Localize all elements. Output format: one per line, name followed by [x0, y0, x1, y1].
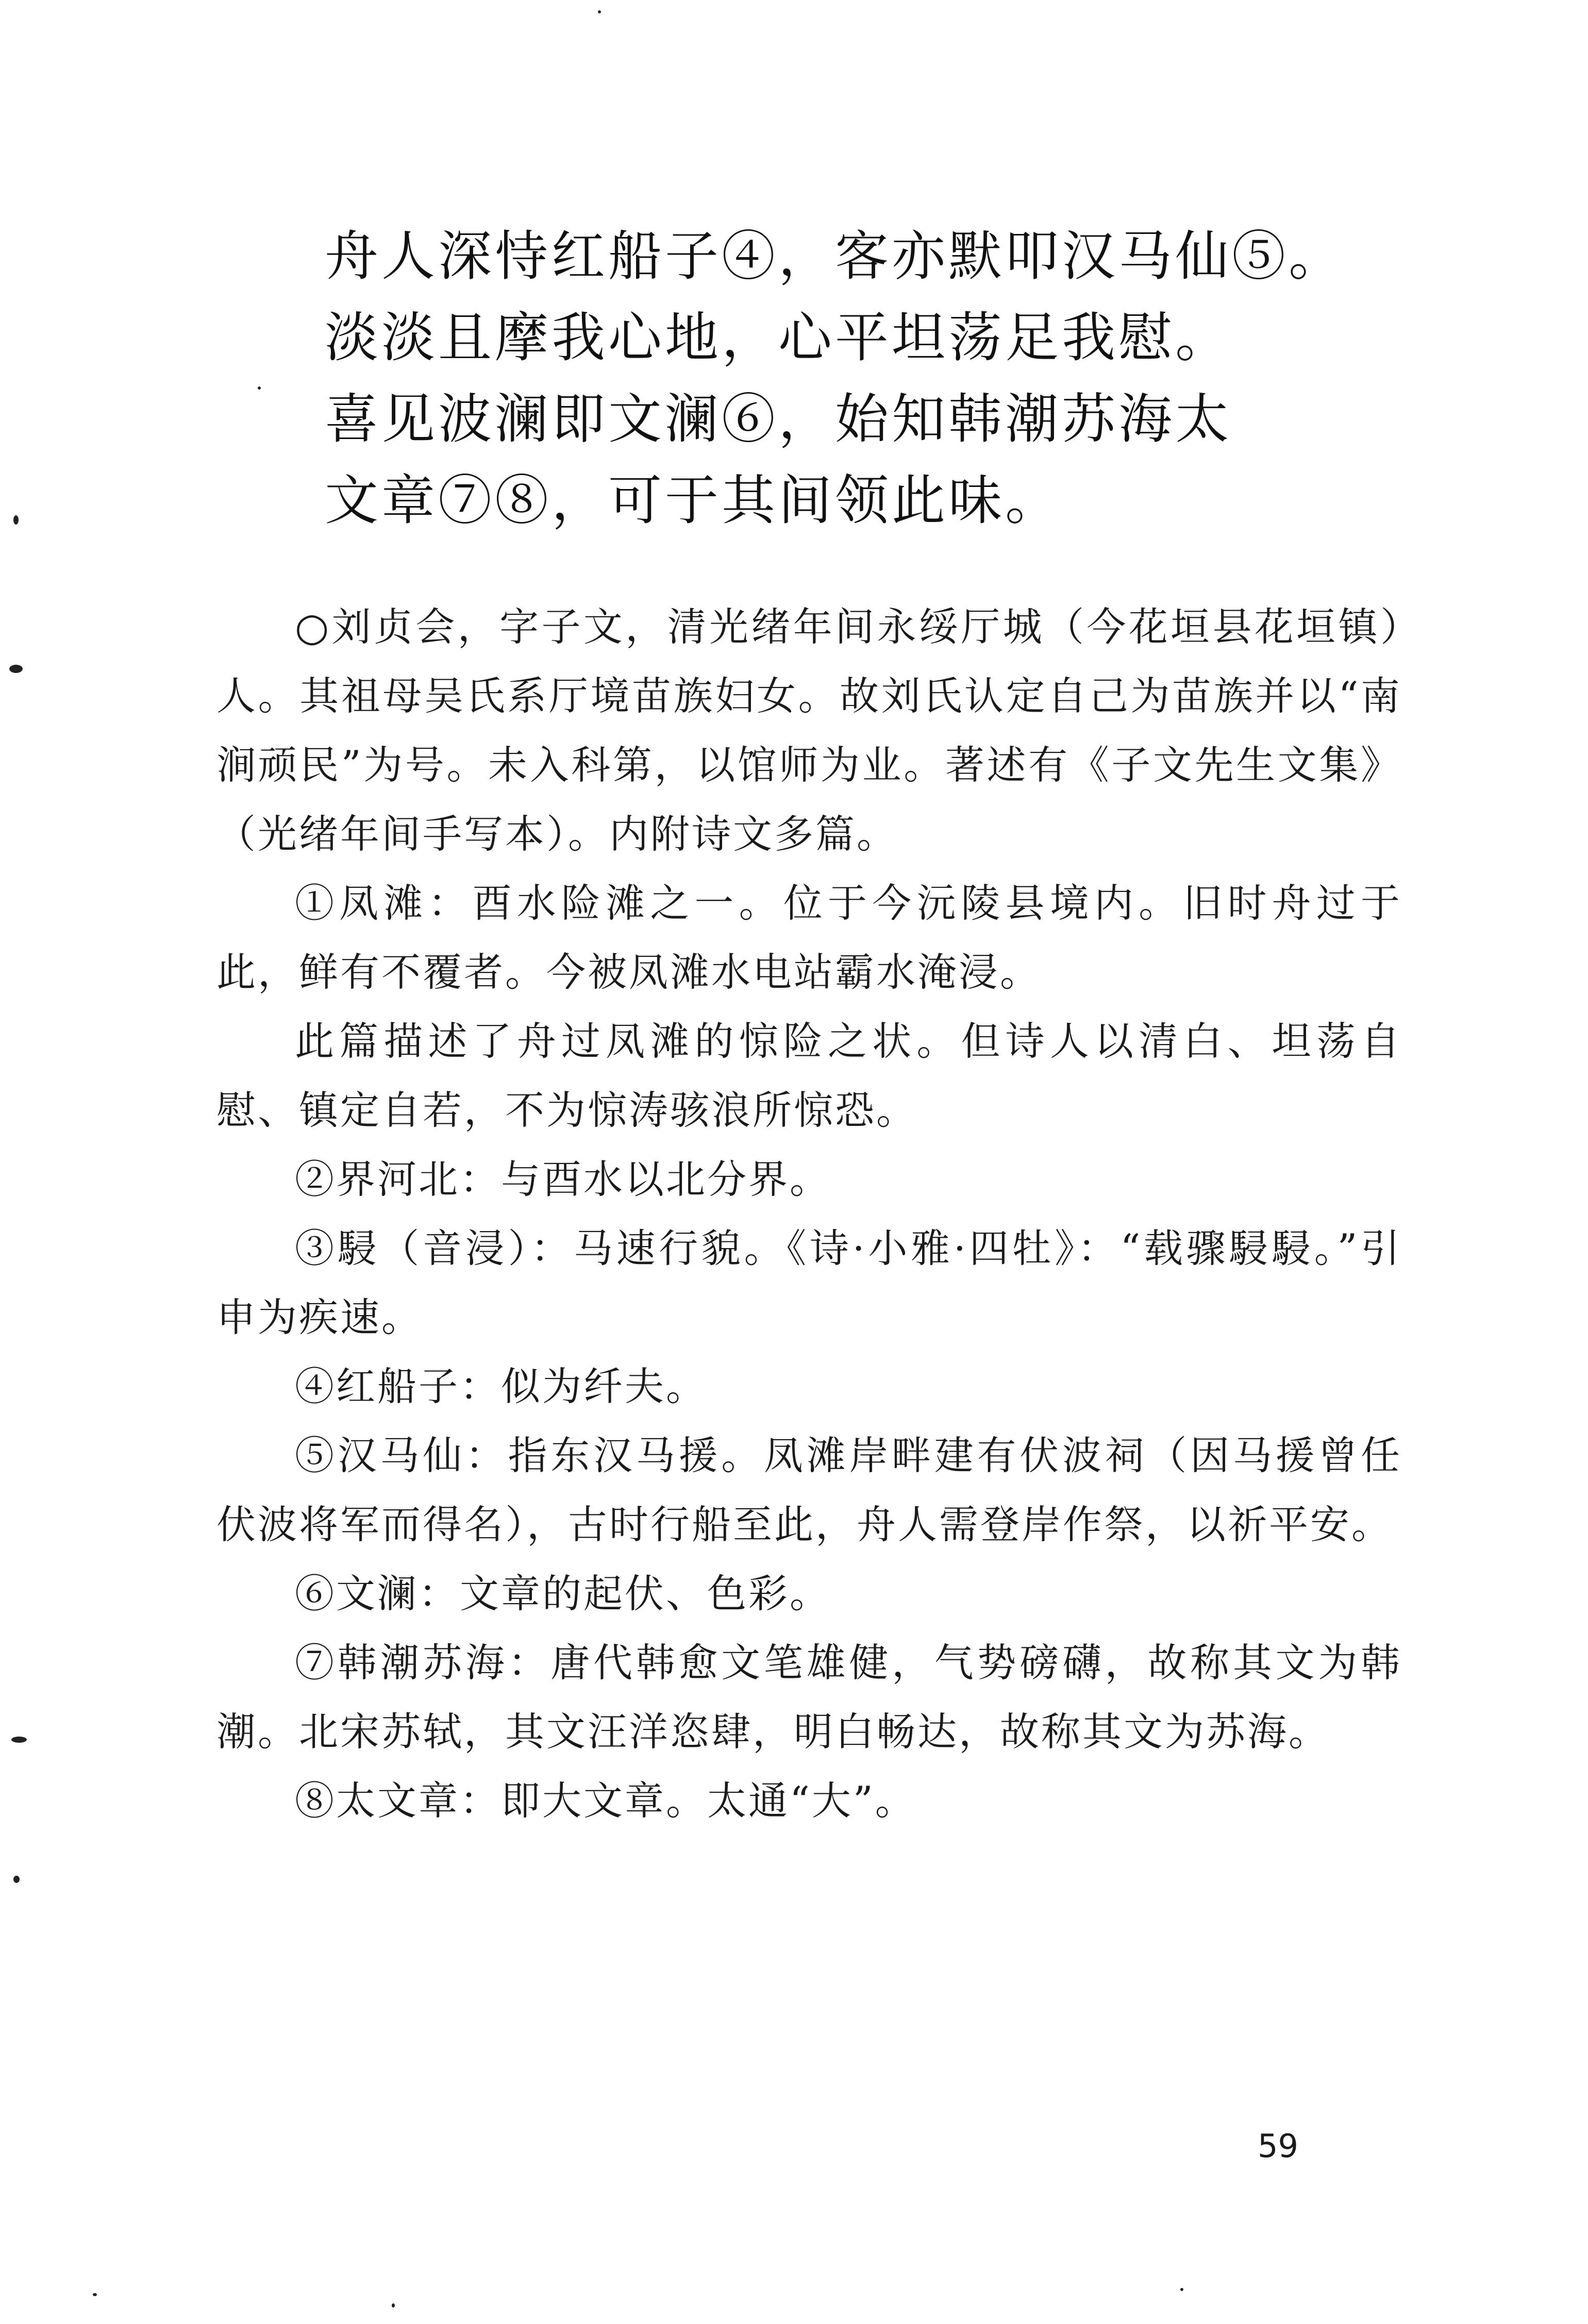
note-7: ⑦韩潮苏海：唐代韩愈文笔雄健，气势磅礴，故称其文为韩潮。北宋苏轼，其文汪洋恣肆，明白畅达，故称其文为苏海。	[216, 1640, 1402, 1755]
note-8: ⑧太文章：即大文章。太通“大”。	[295, 1778, 916, 1824]
poem-line-3: 喜见波澜即文澜⑥，始知韩潮苏海太	[325, 388, 1232, 450]
poem-line-4: 文章⑦⑧，可于其间领此味。	[325, 469, 1062, 532]
scan-speck	[598, 10, 601, 13]
note-4: ④红船子：似为纤夫。	[295, 1363, 707, 1409]
note-6: ⑥文澜：文章的起伏、色彩。	[295, 1571, 831, 1616]
scan-speck	[13, 1876, 20, 1883]
scan-speck	[258, 386, 261, 390]
scan-speck	[11, 1737, 27, 1743]
scan-speck	[1180, 2288, 1183, 2291]
note-2: ②界河北：与酉水以北分界。	[295, 1156, 831, 1202]
notes-block	[216, 593, 1402, 1835]
note-1: ①凤滩：酉水险滩之一。位于今沅陵县境内。旧时舟过于此，鲜有不覆者。今被凤滩水电站霸水淹浸。	[216, 880, 1402, 995]
scan-speck	[392, 2303, 395, 2308]
scan-speck	[93, 2293, 97, 2296]
poem-line-1: 舟人深恃红船子④，客亦默叩汉马仙⑤。	[325, 225, 1346, 288]
scan-speck	[13, 515, 19, 525]
page-number: 59	[1258, 2127, 1298, 2165]
note-3: ③駸（音浸）：马速行貌。《诗·小雅·四牡》：“载骤駸駸。”引申为疾速。	[216, 1225, 1402, 1340]
poem-commentary: 此篇描述了舟过凤滩的惊险之状。但诗人以清白、坦荡自慰、镇定自若，不为惊涛骇浪所惊恐。	[216, 1018, 1402, 1133]
note-5: ⑤汉马仙：指东汉马援。凤滩岸畔建有伏波祠（因马援曾任伏波将军而得名），古时行船至此，舟人需登岸作祭，以祈平安。	[216, 1433, 1402, 1547]
poem-block	[325, 215, 1407, 541]
author-intro: ○刘贞会，字子文，清光绪年间永绥厅城（今花垣县花垣镇）人。其祖母吴氏系厅境苗族妇女。故刘氏认定自己为苗族并以“南涧顽民”为号。未入科第，以馆师为业。著述有《子文先生文集》（光绪年间手写本）。内附诗文多篇。	[216, 604, 1402, 857]
poem-line-2: 淡淡且摩我心地，心平坦荡足我慰。	[325, 306, 1232, 369]
scan-speck	[9, 665, 23, 673]
